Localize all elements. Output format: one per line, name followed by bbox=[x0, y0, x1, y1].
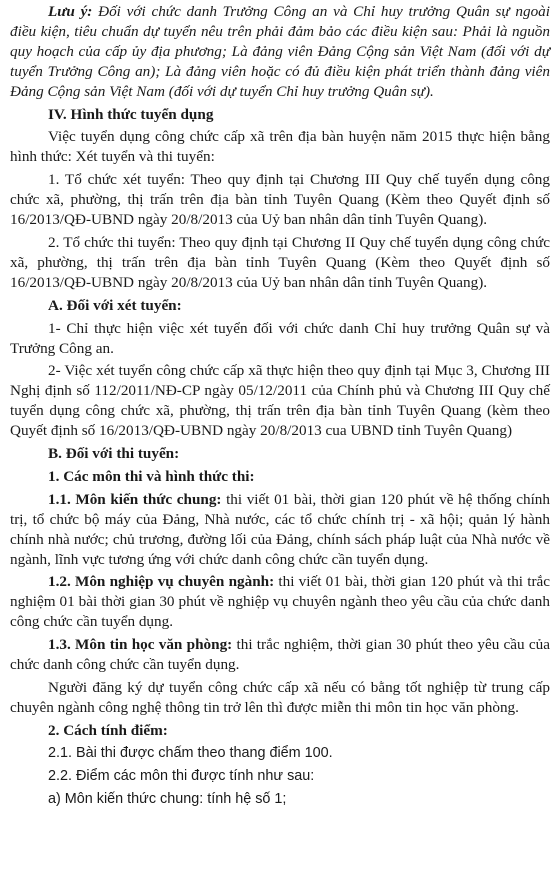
subject-specialized-label: 1.2. Môn nghiệp vụ chuyên ngành: bbox=[48, 573, 275, 591]
subject-general-knowledge-label: 1.1. Môn kiến thức chung: bbox=[48, 490, 222, 508]
section-iv-title: IV. Hình thức tuyển dụng bbox=[48, 105, 214, 123]
section-b-sub1-title: 1. Các môn thi và hình thức thi: bbox=[48, 467, 255, 485]
note-paragraph bbox=[10, 2, 550, 102]
section-a-title: A. Đối với xét tuyển: bbox=[48, 296, 182, 314]
note-label: Lưu ý: bbox=[48, 3, 93, 20]
section-b-sub2-title: 2. Cách tính điểm: bbox=[48, 721, 168, 739]
subject-office-it-label: 1.3. Môn tin học văn phòng: bbox=[48, 636, 233, 654]
subject-office-it-text: thi trắc nghiệm, thời gian 30 phút theo yêu cầu của chức danh công chức cần tuyển dụng. bbox=[10, 636, 550, 674]
section-iv-item-2: 2. Tổ chức thi tuyển: Theo quy định tại Chương II Quy chế tuyển dụng công chức xã, phường, thị trấn trên địa bàn tỉnh Tuyên Quang (Kèm theo Quyết định số 16/2013/QĐ-UBND ngày 20/8/2013 của Uỷ ban nhân dân tỉnh Tuyên Quang). bbox=[10, 233, 550, 291]
scoring-item-2-2-a: a) Môn kiến thức chung: tính hệ số 1; bbox=[48, 790, 287, 807]
subject-general-knowledge-text: thi viết 01 bài, thời gian 120 phút về hệ thống chính trị, tổ chức bộ máy của Đảng, Nhà nước, các tổ chức chính trị - xã hội; quản lý hành chính nhà nước; chủ trương, đường lối của Đảng, chính sách pháp luật của Nhà nước về ngành, lĩnh vực tương ứng với chức danh công chức cần tuyển dụng. bbox=[10, 490, 550, 568]
scoring-item-2-2: 2.2. Điểm các môn thi được tính như sau: bbox=[48, 767, 315, 784]
section-iv-item-1: 1. Tổ chức xét tuyển: Theo quy định tại Chương III Quy chế tuyển dụng công chức xã, phường, thị trấn trên địa bàn tỉnh Tuyên Quang (Kèm theo Quyết định số 16/2013/QĐ-UBND ngày 20/8/2013 của Uỷ ban nhân dân tỉnh Tuyên Quang). bbox=[10, 171, 550, 229]
section-a-item-1: 1- Chỉ thực hiện việc xét tuyển đối với chức danh Chỉ huy trưởng Quân sự và Trưởng Công an. bbox=[10, 319, 550, 357]
subject-general-knowledge bbox=[10, 490, 550, 570]
section-b-title: B. Đối với thi tuyển: bbox=[48, 445, 180, 463]
subject-specialized-text: thi viết 01 bài, thời gian 120 phút và thi trắc nghiệm 01 bài thời gian 30 phút về nghiệp vụ chuyên ngành theo yêu cầu của chức danh công chức cần tuyển dụng. bbox=[10, 573, 551, 631]
exemption-paragraph: Người đăng ký dự tuyển công chức cấp xã nếu có bằng tốt nghiệp từ trung cấp chuyên ngành công nghệ thông tin trở lên thì được miễn thi môn tin học văn phòng. bbox=[10, 679, 550, 716]
section-iv-intro: Việc tuyển dụng công chức cấp xã trên địa bàn huyện năm 2015 thực hiện bằng hình thức: Xét tuyển và thi tuyển: bbox=[10, 128, 550, 166]
subject-office-it bbox=[10, 635, 550, 675]
subject-specialized bbox=[10, 572, 550, 632]
section-a-item-2: 2- Việc xét tuyển công chức cấp xã thực hiện theo quy định tại Mục 3, Chương III Nghị định số 112/2011/NĐ-CP ngày 05/12/2011 của Chính phủ và Chương III Quy chế tuyển dụng công chức xã, phường, thị trấn trên địa bàn tỉnh Tuyên Quang (kèm theo Quyết định số 16/2013/QĐ-UBND ngày 20/8/2013 cua UBND tỉnh Tuyên Quang) bbox=[10, 362, 550, 440]
scoring-item-2-1: 2.1. Bài thi được chấm theo thang điểm 100. bbox=[48, 744, 333, 761]
note-text: Đối với chức danh Trưởng Công an và Chỉ huy trưởng Quân sự ngoài điều kiện, tiêu chuẩn dự tuyển nêu trên phải đảm bảo các điều kiện sau: Phải là nguồn quy hoạch của cấp ủy địa phương; Là đảng viên Đảng Cộng sản Việt Nam (đối với dự tuyển Trưởng Công an); Là đảng viên hoặc có đủ điều kiện phát triển thành đảng viên Đảng Cộng sản Việt Nam (đối với dự tuyển Chỉ huy trưởng Quân sự). bbox=[10, 3, 550, 100]
